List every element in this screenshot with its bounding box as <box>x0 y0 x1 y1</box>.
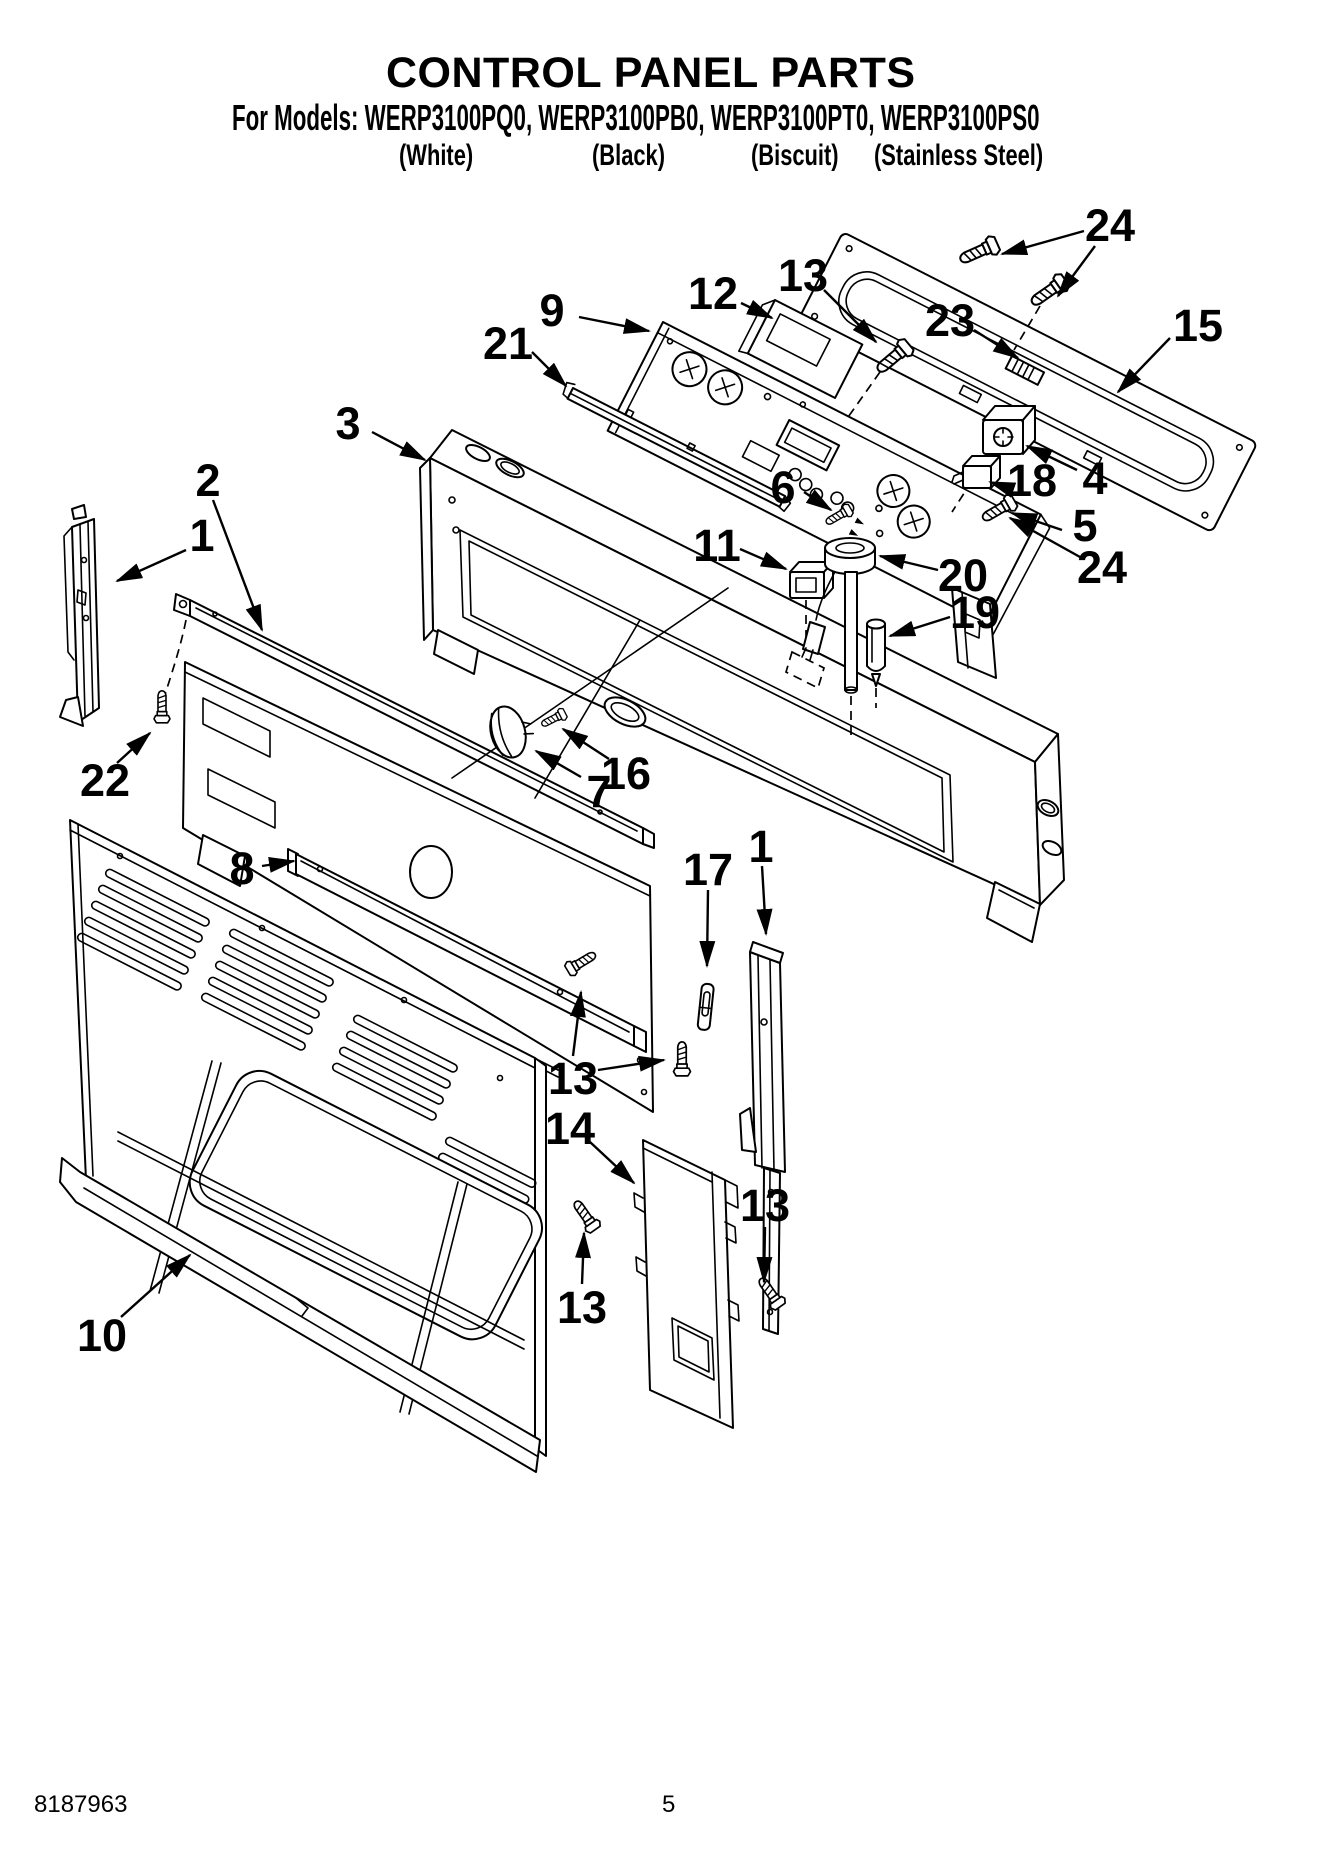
callout-label-13b: 13 <box>547 1053 599 1104</box>
leader-arrow-11 <box>740 549 786 569</box>
leader-arrow-1a <box>117 550 186 581</box>
retainer-clip <box>697 983 714 1030</box>
callout-label-1a: 1 <box>189 510 215 561</box>
callout-label-5: 5 <box>1072 500 1098 551</box>
callout-label-12: 12 <box>687 268 739 319</box>
callout-label-18: 18 <box>1006 455 1058 506</box>
callout-label-22: 22 <box>79 755 131 806</box>
callout-label-4: 4 <box>1082 453 1108 504</box>
leader-arrow-1b <box>762 866 766 934</box>
callout-label-1b: 1 <box>748 821 774 872</box>
model-color-black: (Black) <box>592 139 666 172</box>
terminal-cover <box>634 1140 739 1428</box>
callout-label-13d: 13 <box>556 1282 608 1333</box>
callout-label-14: 14 <box>544 1103 596 1154</box>
leader-arrow-19 <box>890 617 950 636</box>
models-line: For Models: WERP3100PQ0, WERP3100PB0, WERP3100PT0, WERP3100PS0 <box>232 97 1040 138</box>
callout-label-2: 2 <box>195 455 221 506</box>
callout-label-23: 23 <box>924 295 976 346</box>
callout-label-11: 11 <box>693 520 741 571</box>
leader-arrow-21 <box>532 352 566 386</box>
callout-label-10: 10 <box>76 1310 128 1361</box>
callout-label-13a: 13 <box>777 250 829 301</box>
callout-label-15: 15 <box>1172 300 1224 351</box>
callout-label-7: 7 <box>586 766 612 817</box>
callout-label-24b: 24 <box>1076 542 1128 593</box>
page-title: CONTROL PANEL PARTS <box>386 49 916 97</box>
leader-arrow-10 <box>121 1255 190 1317</box>
side-bracket-right <box>740 942 785 1334</box>
leader-arrow-9 <box>579 317 649 331</box>
callout-label-8: 8 <box>229 843 255 894</box>
side-bracket-left <box>60 505 99 726</box>
leader-arrow-2 <box>213 500 262 630</box>
callout-label-13c: 13 <box>739 1180 791 1231</box>
leader-arrow-24a <box>1002 231 1084 254</box>
leader-arrow-13c <box>764 1227 765 1282</box>
page-number: 5 <box>662 1791 676 1818</box>
leader-arrow-13d <box>582 1233 584 1284</box>
callout-label-20: 20 <box>937 550 989 601</box>
leader-arrow-7 <box>536 751 581 777</box>
leader-arrow-24a <box>1058 246 1095 296</box>
callout-label-3: 3 <box>335 398 361 449</box>
callout-label-17: 17 <box>682 844 734 895</box>
model-color-biscuit: (Biscuit) <box>751 139 839 172</box>
model-color-stainless: (Stainless Steel) <box>874 139 1044 172</box>
leader-arrow-14 <box>590 1142 634 1183</box>
leader-arrow-17 <box>707 890 708 966</box>
callout-label-19: 19 <box>949 587 1001 638</box>
callout-label-6: 6 <box>770 462 796 513</box>
leader-arrow-3 <box>372 432 425 460</box>
leader-arrow-15 <box>1118 338 1170 392</box>
callout-label-24a: 24 <box>1084 200 1136 251</box>
callout-label-9: 9 <box>539 285 565 336</box>
model-color-white: (White) <box>399 139 474 172</box>
document-number: 8187963 <box>34 1791 128 1818</box>
callout-label-21: 21 <box>482 318 534 369</box>
callout-label-16: 16 <box>600 748 652 799</box>
